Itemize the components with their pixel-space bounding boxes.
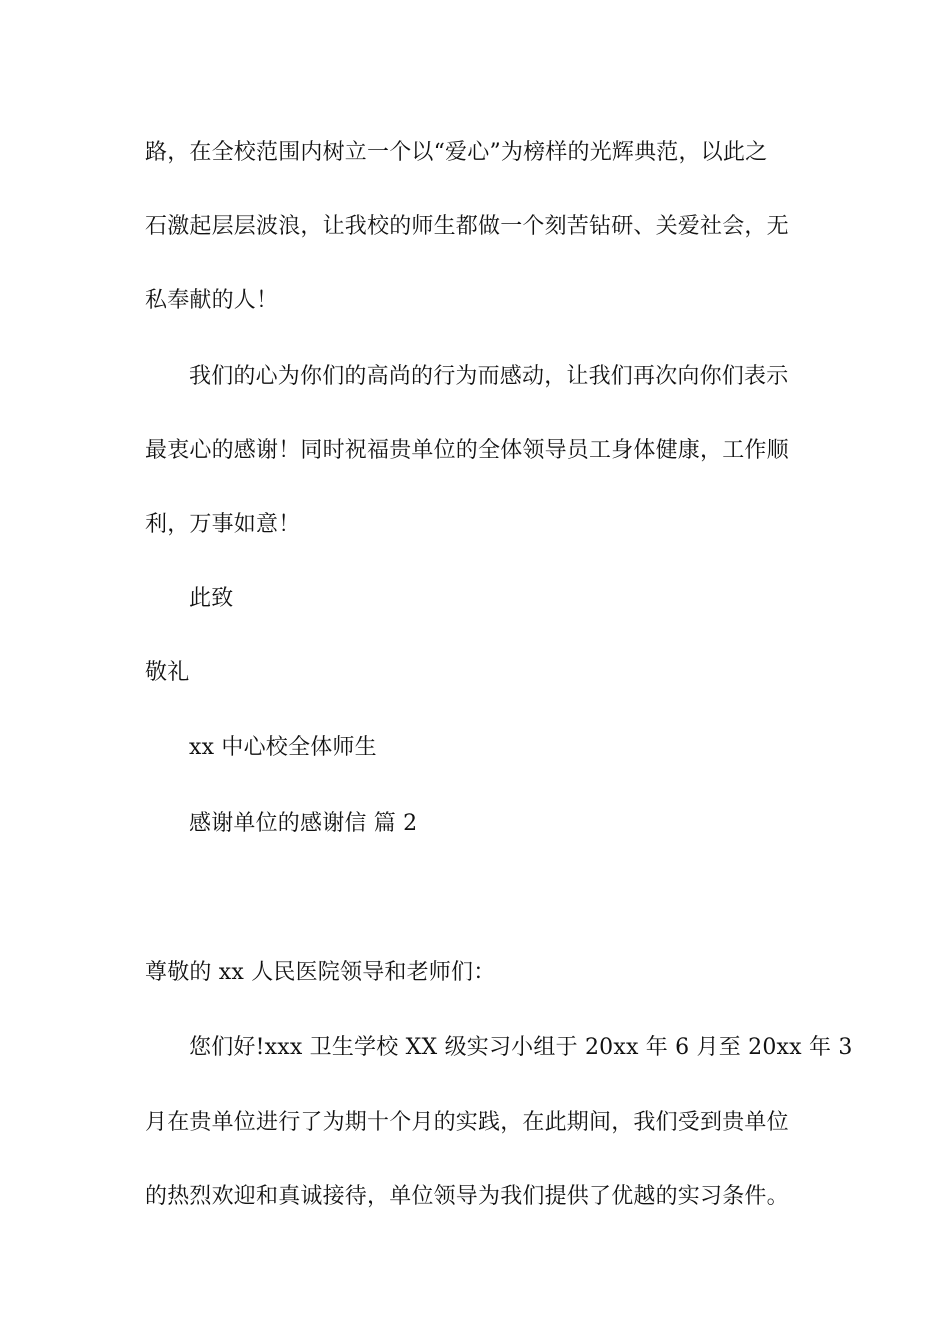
closing-salutation: 此致 bbox=[189, 586, 234, 611]
section-heading: 感谢单位的感谢信 篇 2 bbox=[189, 811, 418, 836]
paragraph-line: 月在贵单位进行了为期十个月的实践，在此期间，我们受到贵单位 bbox=[145, 1110, 789, 1135]
closing-regards: 敬礼 bbox=[145, 660, 190, 685]
paragraph-line: 我们的心为你们的高尚的行为而感动，让我们再次向你们表示 bbox=[189, 364, 789, 389]
paragraph-line: 路，在全校范围内树立一个以“爱心”为榜样的光辉典范，以此之 bbox=[145, 140, 768, 165]
paragraph-line: 利，万事如意！ bbox=[145, 512, 301, 537]
paragraph-line: 的热烈欢迎和真诚接待，单位领导为我们提供了优越的实习条件。 bbox=[145, 1184, 789, 1209]
paragraph-line: 石激起层层波浪，让我校的师生都做一个刻苦钻研、关爱社会，无 bbox=[145, 214, 789, 239]
paragraph-line: 您们好!xxx 卫生学校 XX 级实习小组于 20xx 年 6 月至 20xx 年 3 bbox=[189, 1035, 853, 1060]
paragraph-line: 私奉献的人！ bbox=[145, 288, 279, 313]
greeting: 尊敬的 xx 人民医院领导和老师们： bbox=[145, 960, 496, 985]
signature: xx 中心校全体师生 bbox=[189, 735, 377, 760]
paragraph-line: 最衷心的感谢！同时祝福贵单位的全体领导员工身体健康，工作顺 bbox=[145, 438, 789, 463]
